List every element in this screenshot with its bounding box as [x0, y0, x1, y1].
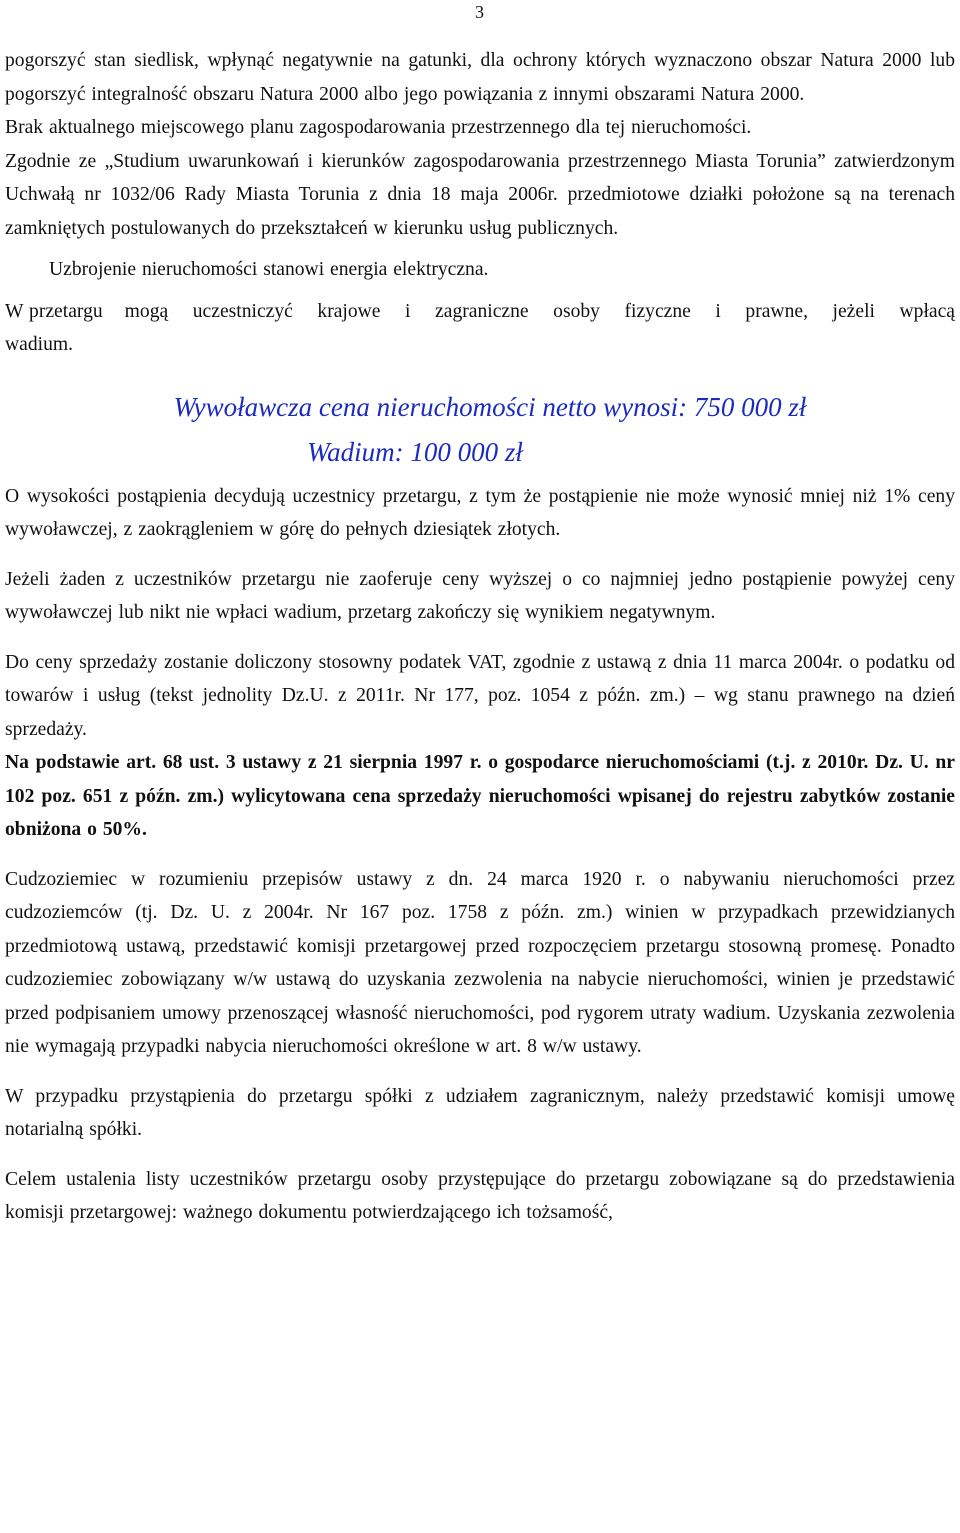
participants-end: wadium. [5, 334, 74, 355]
paragraph-negative-result: Jeżeli żaden z uczestników przetargu nie zaoferuje ceny wyższej o co najmniej jedno postąpienie powyżej ceny wywoławczej lub nikt nie wpłaci wadium, przetarg zakończy się wynikiem negatywnym. [5, 568, 955, 623]
participants-text: mogą uczestniczyć krajowe i zagraniczne osoby fizyczne i prawne, jeżeli wpłacą [124, 300, 955, 322]
paragraph-postapienie: O wysokości postąpienia decydują uczestnicy przetargu, z tym że postąpienie nie może wynosić mniej niż 1% ceny wywoławczej, z zaokrągleniem w górę do pełnych dziesiątek złotych. [5, 485, 955, 540]
participants-lead: W przetargu [5, 300, 103, 322]
bid-price-value: 750 000 zł [693, 391, 807, 422]
paragraph-uzbrojenie: Uzbrojenie nieruchomości stanowi energia elektryczna. [49, 259, 489, 280]
bid-price-label: Wywoławcza cena nieruchomości netto wynosi: [173, 391, 688, 422]
paragraph-natura: pogorszyć stan siedlisk, wpłynąć negatywnie na gatunki, dla ochrony których wyznaczono obszar Natura 2000 lub pogorszyć integralność obszaru Natura 2000 albo jego powiązania z innymi obszarami Natura 2000. [5, 50, 955, 105]
paragraph-participant-list: Celem ustalenia listy uczestników przetargu osoby przystępujące do przetargu zobowiązane są do przedstawienia komisji przetargowej: ważnego dokumentu potwierdzającego ich tożsamość, [5, 1168, 955, 1223]
page-number: 3 [475, 2, 484, 22]
paragraph-discount: Na podstawie art. 68 ust. 3 ustawy z 21 sierpnia 1997 r. o gospodarce nieruchomościami (t.j. z 2010r. Dz. U. nr 102 poz. 651 z późn. zm.) wylicytowana cena sprzedaży nieruchomości wpisanej do rejestru zabytków zostanie obniżona o 50%. [5, 752, 955, 840]
paragraph-foreign-company: W przypadku przystąpienia do przetargu spółki z udziałem zagranicznym, należy przedstawić komisji umowę notarialną spółki. [5, 1085, 955, 1140]
paragraph-vat: Do ceny sprzedaży zostanie doliczony stosowny podatek VAT, zgodnie z ustawą z dnia 11 marca 2004r. o podatku od towarów i usług (tekst jednolity Dz.U. z 2011r. Nr 177, poz. 1054 z późn. zm.) – wg stanu prawnego na dzień sprzedaży. [5, 651, 955, 740]
paragraph-plan: Brak aktualnego miejscowego planu zagospodarowania przestrzennego dla tej nieruchomości. [5, 117, 752, 138]
price-block [5, 388, 955, 472]
paragraph-studium: Zgodnie ze „Studium uwarunkowań i kierunków zagospodarowania przestrzennego Miasta Torunia” zatwierdzonym Uchwałą nr 1032/06 Rady Miasta Torunia z dnia 18 maja 2006r. przedmiotowe działki położone są na terenach zamkniętych postulowanych do przekształceń w kierunku usług publicznych. [5, 150, 955, 239]
wadium-line: Wadium: 100 000 zł [307, 436, 523, 467]
paragraph-foreigner: Cudzoziemiec w rozumieniu przepisów ustawy z dn. 24 marca 1920 r. o nabywaniu nieruchomości przez cudzoziemców (tj. Dz. U. z 2004r. Nr 167 poz. 1758 z późn. zm.) winien w przypadkach przewidzianych przedmiotową ustawą, przedstawić komisji przetargowej przed rozpoczęciem przetargu stosowną promesę. Ponadto cudzoziemiec zobowiązany w/w ustawą do uzyskania zezwolenia na nabycie nieruchomości, winien je przedstawić przed podpisaniem umowy przenoszącej własność nieruchomości, pod rygorem utraty wadium. Uzyskania zezwolenia nie wymagają przypadki nabycia nieruchomości określone w art. 8 w/w ustawy. [5, 868, 955, 1057]
document-body [5, 44, 955, 1230]
bid-price-line [25, 388, 955, 426]
paragraph-participants [5, 295, 955, 329]
